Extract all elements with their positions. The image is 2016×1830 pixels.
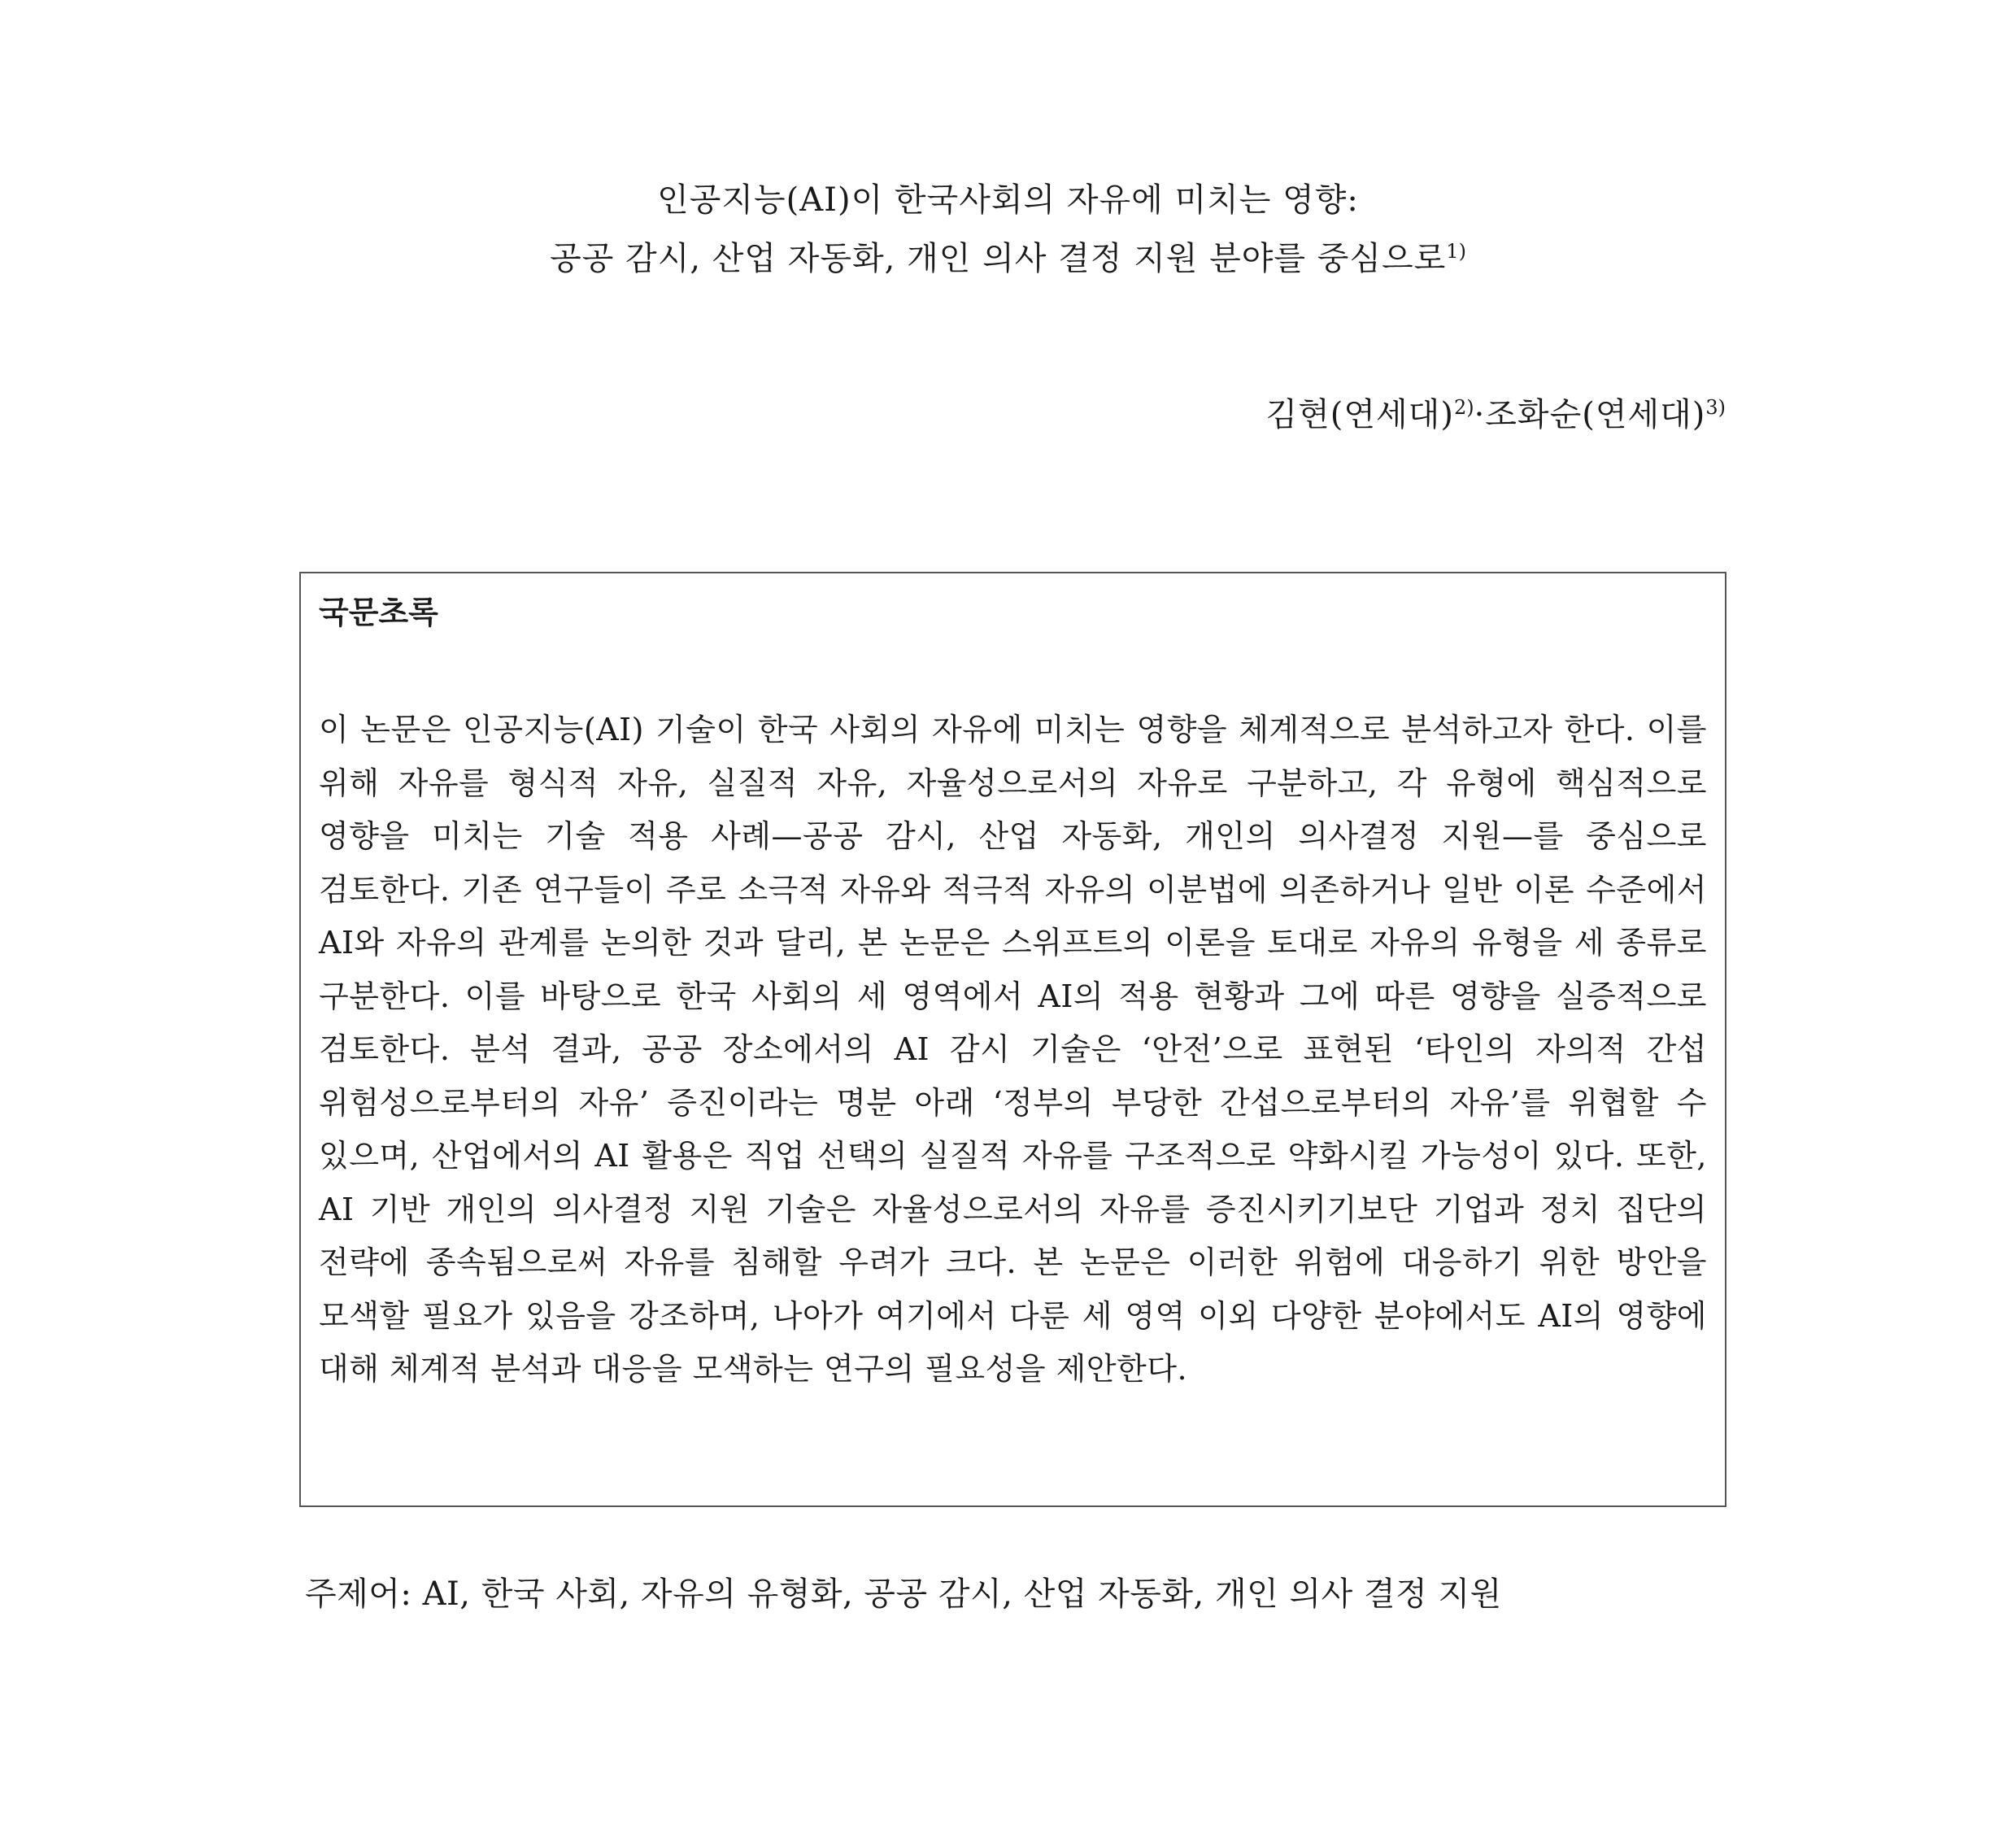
title-line-1: 인공지능(AI)이 한국사회의 자유에 미치는 영향: <box>657 181 1359 219</box>
author-separator: · <box>1474 396 1486 434</box>
author-line <box>1266 390 1726 439</box>
author-1: 김현(연세대) <box>1265 396 1454 434</box>
paper-title <box>0 171 2016 288</box>
author-2: 조화순(연세대) <box>1485 396 1706 434</box>
abstract-box <box>299 572 1726 1507</box>
title-footnote-marker: 1) <box>1446 240 1466 263</box>
author-1-footnote-marker: 2) <box>1453 396 1474 419</box>
author-2-footnote-marker: 3) <box>1705 396 1726 419</box>
abstract-heading: 국문초록 <box>319 595 438 630</box>
abstract-body: 이 논문은 인공지능(AI) 기술이 한국 사회의 자유에 미치는 영향을 체계적으로 분석하고자 한다. 이를 위해 자유를 형식적 자유, 실질적 자유, 자율성으로서의 자유로 구분하고, 각 유형에 핵심적으로 영향을 미치는 기술 적용 사례—공공 감시, 산업 자동화, 개인의 의사결정 지원—를 중심으로 검토한다. 기존 연구들이 주로 소극적 자유와 적극적 자유의 이분법에 의존하거나 일반 이론 수준에서 AI와 자유의 관계를 논의한 것과 달리, 본 논문은 스위프트의 이론을 토대로 자유의 유형을 세 종류로 구분한다. 이를 바탕으로 한국 사회의 세 영역에서 AI의 적용 현황과 그에 따른 영향을 실증적으로 검토한다. 분석 결과, 공공 장소에서의 AI 감시 기술은 ‘안전’으로 표현된 ‘타인의 자의적 간섭 위험성으로부터의 자유’ 증진이라는 명분 아래 ‘정부의 부당한 간섭으로부터의 자유’를 위협할 수 있으며, 산업에서의 AI 활용은 직업 선택의 실질적 자유를 구조적으로 약화시킬 가능성이 있다. 또한, AI 기반 개인의 의사결정 지원 기술은 자율성으로서의 자유를 증진시키기보단 기업과 정치 집단의 전략에 종속됨으로써 자유를 침해할 우려가 크다. 본 논문은 이러한 위험에 대응하기 위한 방안을 모색할 필요가 있음을 강조하며, 나아가 여기에서 다룬 세 영역 이외 다양한 분야에서도 AI의 영향에 대해 체계적 분석과 대응을 모색하는 연구의 필요성을 제안한다. <box>319 712 1707 1387</box>
keywords: 주제어: AI, 한국 사회, 자유의 유형화, 공공 감시, 산업 자동화, 개인 의사 결정 지원 <box>305 1575 1502 1613</box>
title-line-2-text: 공공 감시, 산업 자동화, 개인 의사 결정 지원 분야를 중심으로 <box>550 240 1447 277</box>
title-line-2 <box>0 229 2016 288</box>
